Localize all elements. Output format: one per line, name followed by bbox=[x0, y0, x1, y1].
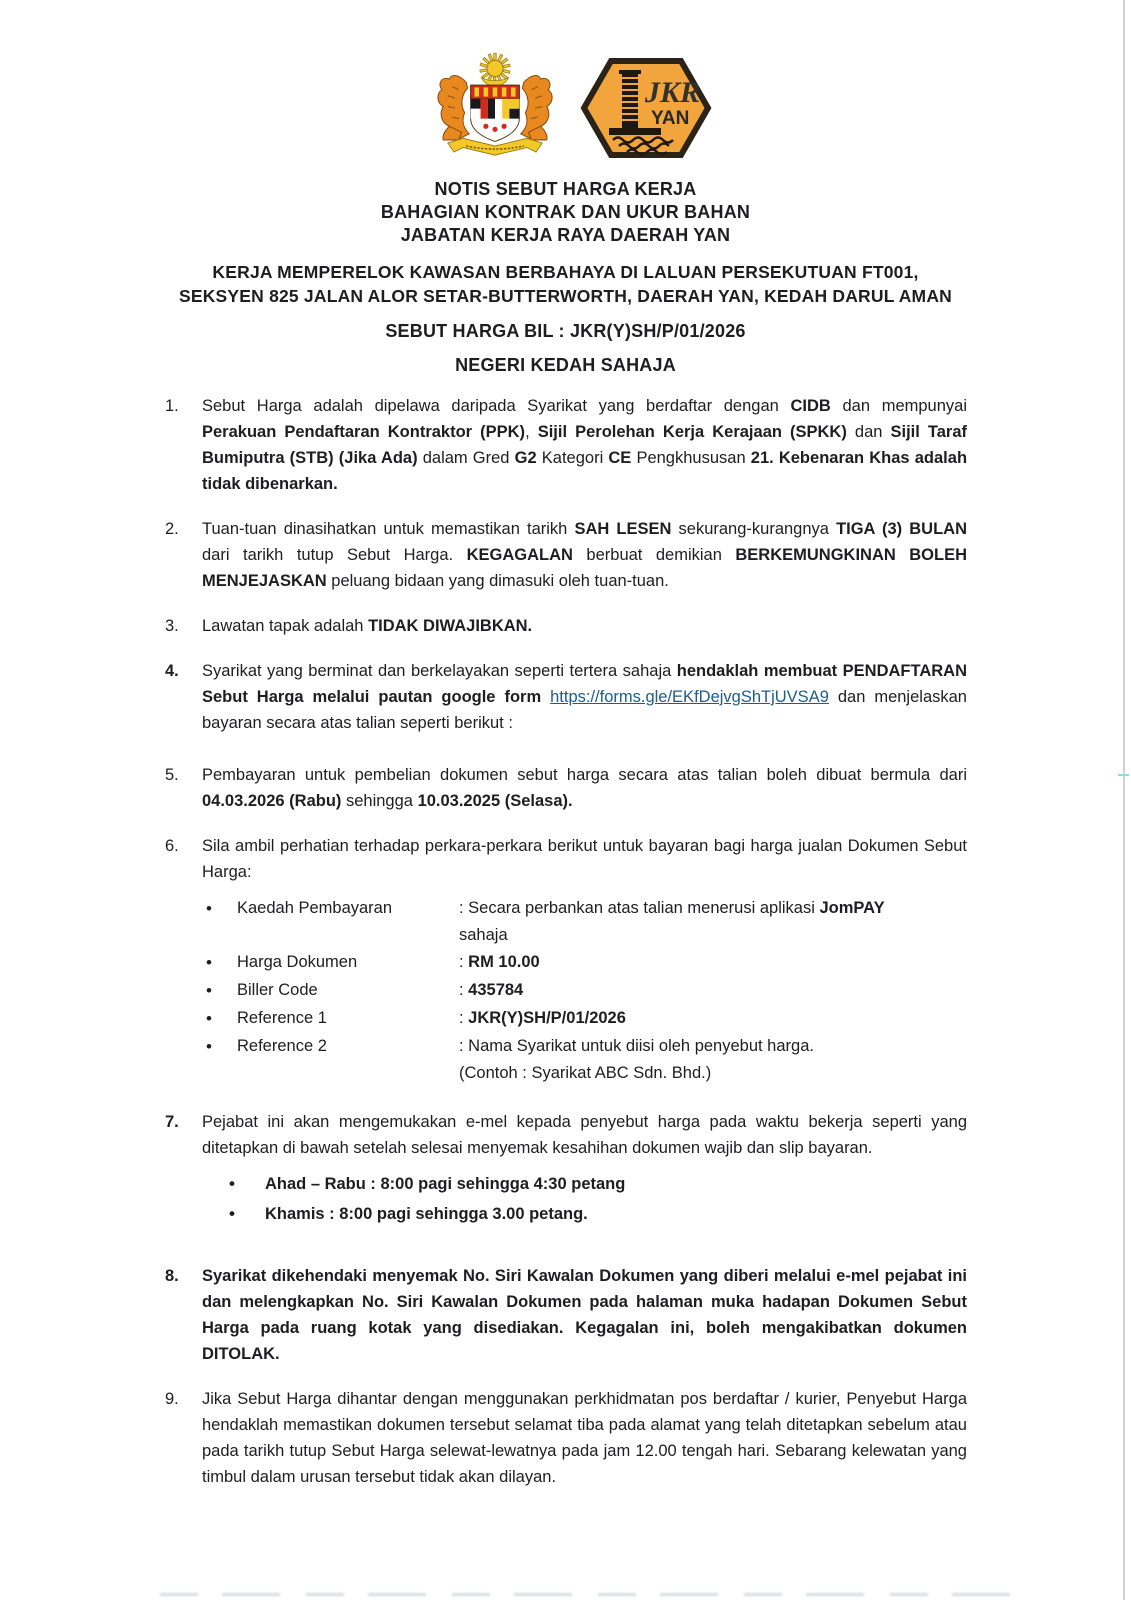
payment-row-reference-2 bbox=[165, 1033, 967, 1087]
clause-3 bbox=[165, 613, 967, 639]
payment-row-method bbox=[165, 895, 967, 949]
payment-label: Reference 2 bbox=[237, 1037, 327, 1055]
clause-1 bbox=[165, 393, 967, 497]
scan-edge-line bbox=[1123, 0, 1125, 1600]
clause-8-text: Syarikat dikehendaki menyemak No. Siri Kawalan Dokumen yang diberi melalui e-mel pejabat ini dan melengkapkan No. Siri Kawalan Dokumen pada halaman muka hadapan Dokumen Sebut Harga pada ruang kotak yang disediakan. Kegagalan ini, boleh mengakibatkan dokumen DITOLAK. bbox=[202, 1267, 967, 1363]
bullet-icon bbox=[206, 895, 237, 949]
bullet-icon bbox=[229, 1199, 265, 1229]
clauses bbox=[0, 393, 1131, 1490]
clause-2 bbox=[165, 516, 967, 594]
scan-edge-tick bbox=[1118, 774, 1129, 776]
payment-value: : RM 10.00 bbox=[459, 953, 540, 971]
next-page-cutoff-text bbox=[160, 1593, 1011, 1596]
payment-value: : Secara perbankan atas talian menerusi aplikasi JomPAY sahaja bbox=[459, 899, 885, 944]
clause-9-number: 9. bbox=[165, 1390, 179, 1408]
clause-9 bbox=[165, 1386, 967, 1490]
working-hours-text: Khamis : 8:00 pagi sehingga 3.00 petang. bbox=[265, 1205, 588, 1223]
doc-title-line-2: BAHAGIAN KONTRAK DAN UKUR BAHAN bbox=[380, 202, 751, 222]
clause-5-number: 5. bbox=[165, 766, 179, 784]
bullet-icon bbox=[229, 1169, 265, 1199]
clause-6-text: Sila ambil perhatian terhadap perkara-perkara berikut untuk bayaran bagi harga jualan Dokumen Sebut Harga: bbox=[202, 837, 967, 881]
clause-5-text: Pembayaran untuk pembelian dokumen sebut harga secara atas talian boleh dibuat bermula dari 04.03.2026 (Rabu) sehingga 10.03.2025 (Selasa). bbox=[202, 766, 967, 810]
project-title-line-1: KERJA MEMPERELOK KAWASAN BERBAHAYA DI LALUAN PERSEKUTUAN FT001, bbox=[212, 262, 919, 282]
clause-4-text: Syarikat yang berminat dan berkelayakan seperti tertera sahaja hendaklah membuat PENDAFTARAN Sebut Harga melalui pautan google form https://forms.gle/EKfDejvgShTjUVSA9 dan menjelaskan bayaran secara atas talian seperti berikut : bbox=[202, 662, 967, 732]
payment-value: : Nama Syarikat untuk diisi oleh penyebut harga. (Contoh : Syarikat ABC Sdn. Bhd.) bbox=[459, 1037, 814, 1082]
payment-row-biller-code bbox=[165, 977, 967, 1005]
payment-label: Kaedah Pembayaran bbox=[237, 899, 393, 917]
clause-6-number: 6. bbox=[165, 837, 179, 855]
clause-2-number: 2. bbox=[165, 520, 179, 538]
project-title bbox=[80, 260, 1051, 308]
payment-row-price bbox=[165, 949, 967, 977]
doc-title-line-1: NOTIS SEBUT HARGA KERJA bbox=[434, 179, 697, 199]
payment-value: : 435784 bbox=[459, 981, 524, 999]
clause-2-text: Tuan-tuan dinasihatkan untuk memastikan tarikh SAH LESEN sekurang-kurangnya TIGA (3) BULAN dari tarikh tutup Sebut Harga. KEGAGALAN berbuat demikian BERKEMUNGKINAN BOLEH MENJEJASKAN peluang bidaan yang dimasuki oleh tuan-tuan. bbox=[202, 520, 968, 590]
clause-3-number: 3. bbox=[165, 617, 179, 635]
google-form-link[interactable]: https://forms.gle/EKfDejvgShTjUVSA9 bbox=[550, 688, 829, 706]
payment-label: Harga Dokumen bbox=[237, 953, 358, 971]
jkr-badge-text: JKR bbox=[644, 76, 700, 109]
clause-1-number: 1. bbox=[165, 397, 179, 415]
payment-label: Reference 1 bbox=[237, 1009, 327, 1027]
clause-7-text: Pejabat ini akan mengemukakan e-mel kepada penyebut harga pada waktu bekerja seperti yang ditetapkan di bawah setelah selesai menyemak kesahihan dokumen wajib dan slip bayaran. bbox=[202, 1113, 967, 1157]
doc-title-line-3: JABATAN KERJA RAYA DAERAH YAN bbox=[400, 225, 731, 245]
clause-8 bbox=[165, 1263, 967, 1367]
clause-1-text: Sebut Harga adalah dipelawa daripada Syarikat yang berdaftar dengan CIDB dan mempunyai Perakuan Pendaftaran Kontraktor (PPK), Sijil Perolehan Kerja Kerajaan (SPKK) dan Sijil Taraf Bumiputra (STB) (Jika Ada) dalam Gred G2 Kategori CE Pengkhususan 21. Kebenaran Khas adalah tidak dibenarkan. bbox=[202, 397, 968, 493]
header-logos bbox=[0, 0, 1131, 166]
clause-6 bbox=[165, 833, 967, 885]
malaysia-coat-of-arms-logo bbox=[419, 50, 571, 166]
yan-badge-text: YAN bbox=[650, 108, 689, 129]
clause-8-number: 8. bbox=[165, 1267, 179, 1285]
jkr-yan-logo bbox=[579, 56, 713, 160]
clause-4 bbox=[165, 658, 967, 736]
working-hours-text: Ahad – Rabu : 8:00 pagi sehingga 4:30 petang bbox=[265, 1175, 626, 1193]
clause-7-number: 7. bbox=[165, 1113, 179, 1131]
clause-7 bbox=[165, 1109, 967, 1161]
clause-4-number: 4. bbox=[165, 662, 179, 680]
working-hours-sun-wed bbox=[165, 1169, 967, 1199]
bullet-icon bbox=[206, 977, 237, 1005]
working-hours-thu bbox=[165, 1199, 967, 1229]
document-header bbox=[0, 178, 1131, 247]
clause-3-text: Lawatan tapak adalah TIDAK DIWAJIBKAN. bbox=[202, 617, 533, 635]
project-title-line-2: SEKSYEN 825 JALAN ALOR SETAR-BUTTERWORTH, DAERAH YAN, KEDAH DARUL AMAN bbox=[178, 286, 953, 306]
payment-row-reference-1 bbox=[165, 1005, 967, 1033]
region-restriction: NEGERI KEDAH SAHAJA bbox=[455, 355, 676, 375]
bullet-icon bbox=[206, 1005, 237, 1033]
payment-value: : JKR(Y)SH/P/01/2026 bbox=[459, 1009, 626, 1027]
bullet-icon bbox=[206, 949, 237, 977]
quotation-number: SEBUT HARGA BIL : JKR(Y)SH/P/01/2026 bbox=[385, 321, 746, 341]
bullet-icon bbox=[206, 1033, 237, 1087]
working-hours-list bbox=[165, 1169, 967, 1229]
payment-details-list bbox=[165, 895, 967, 1087]
clause-9-text: Jika Sebut Harga dihantar dengan menggunakan perkhidmatan pos berdaftar / kurier, Penyebut Harga hendaklah memastikan dokumen tersebut selamat tiba pada alamat yang telah ditetapkan sebelum atau pada tarikh tutup Sebut Harga selewat-lewatnya pada jam 12.00 tengah hari. Sebarang kelewatan yang timbul dalam urusan tersebut tidak akan dilayan. bbox=[202, 1390, 967, 1486]
payment-label: Biller Code bbox=[237, 981, 318, 999]
clause-5 bbox=[165, 762, 967, 814]
